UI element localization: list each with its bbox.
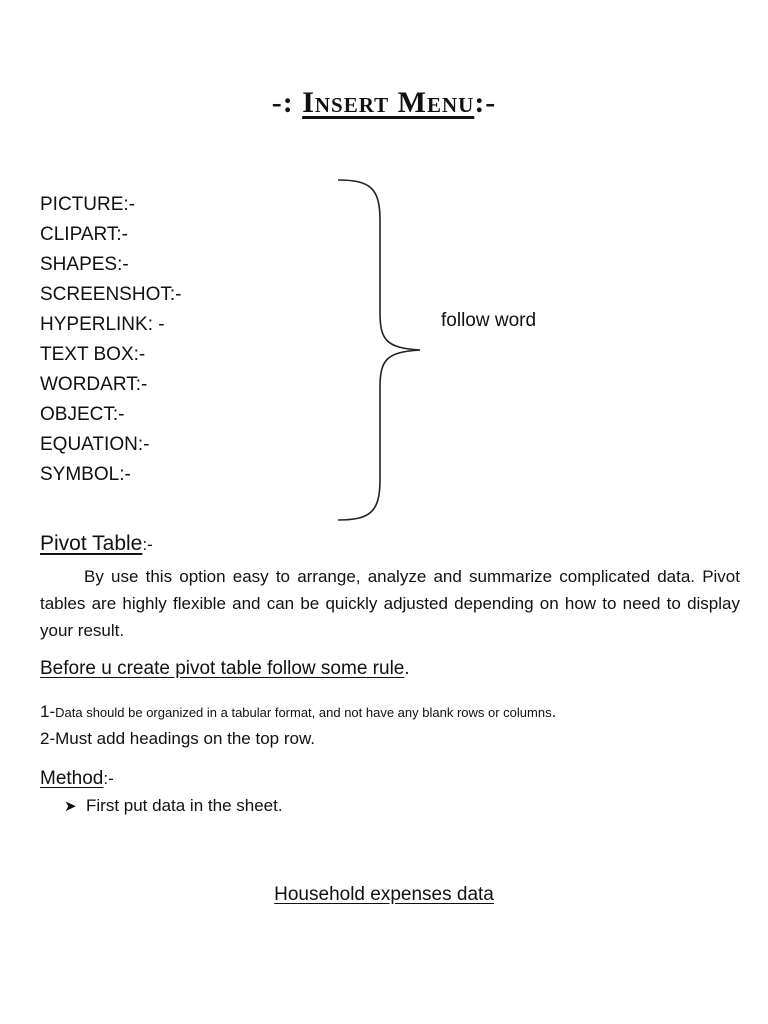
- pivot-paragraph-text: By use this option easy to arrange, analyze and summarize complicated data. Pivot tables are highly flexible and can be quickly adjusted depending on how to need to display your result.: [40, 567, 740, 640]
- method-heading-suffix: :-: [103, 769, 114, 788]
- title-prefix: -:: [271, 86, 303, 119]
- rule-1-end: .: [551, 702, 557, 721]
- menu-item-wordart: WORDART:-: [40, 374, 148, 395]
- rule-1-text: Data should be organized in a tabular format, and not have any blank rows or columns: [55, 705, 552, 720]
- menu-item-hyperlink: HYPERLINK: -: [40, 314, 165, 335]
- pivot-heading-suffix: :-: [142, 535, 153, 554]
- method-heading-text: Method: [40, 768, 104, 789]
- rules-heading: [40, 658, 410, 680]
- table-caption-text: Household expenses data: [274, 884, 494, 905]
- menu-item-picture: PICTURE:-: [40, 194, 135, 215]
- method-bullet: [64, 796, 283, 816]
- menu-item-object: OBJECT:-: [40, 404, 125, 425]
- brace-note: follow word: [441, 310, 537, 331]
- insert-menu-list: [40, 190, 181, 490]
- menu-item-symbol: SYMBOL:-: [40, 464, 131, 485]
- menu-item-shapes: SHAPES:-: [40, 254, 129, 275]
- menu-item-clipart: CLIPART:-: [40, 224, 128, 245]
- pivot-heading: [40, 532, 153, 556]
- arrowhead-bullet-icon: ➤: [64, 798, 77, 815]
- rules-heading-suffix: .: [404, 658, 410, 679]
- menu-item-screenshot: SCREENSHOT:-: [40, 284, 182, 305]
- page-title: [0, 86, 768, 120]
- method-heading: [40, 768, 114, 790]
- pivot-paragraph: [40, 563, 740, 644]
- rule-2: 2-Must add headings on the top row.: [40, 729, 316, 748]
- curly-brace-icon: [330, 172, 440, 528]
- rule-1-number: 1-: [40, 702, 56, 721]
- menu-item-text-box: TEXT BOX:-: [40, 344, 146, 365]
- title-main: Insert Menu: [302, 86, 475, 119]
- menu-item-equation: EQUATION:-: [40, 434, 150, 455]
- method-bullet-text: First put data in the sheet.: [86, 796, 283, 815]
- table-caption: [0, 884, 768, 906]
- rules-heading-text: Before u create pivot table follow some rule: [40, 658, 405, 679]
- rule-1: [40, 702, 556, 722]
- pivot-heading-text: Pivot Table: [40, 532, 143, 555]
- title-suffix: :-: [474, 86, 497, 119]
